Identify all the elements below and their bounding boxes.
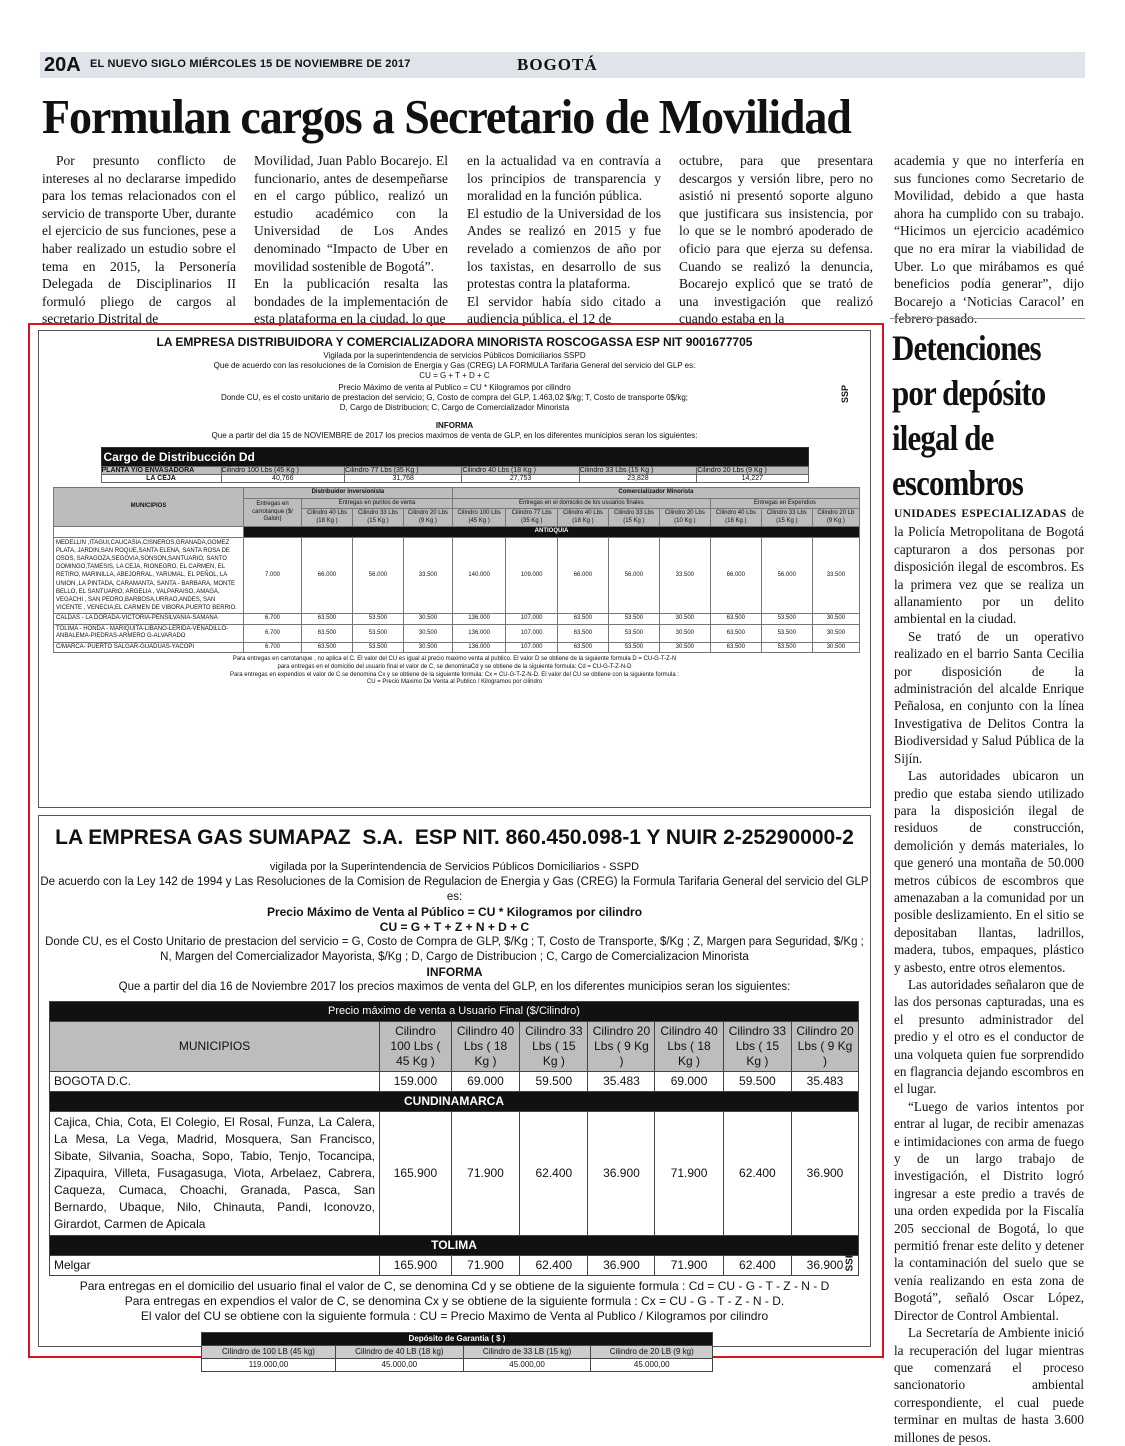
ad1-note: para entregas en el domicilio del usuario final el valor de C, se denominaCd y se obtiene de la siguiente formula: Cd = CU-G-T-Z-N-D [277,663,632,670]
ad1-informa: INFORMA [435,421,474,430]
price-cell: 30.500 [403,614,452,625]
cylinder-header: Cilindro 20 Lbs (9 Kg ) [403,509,452,527]
side-article-paragraph: Las autoridades señalaron que de las dos personas capturadas, una es el presunto administrador del predio y el otro es el conductor de una volqueta quien fue sorprendido en flagrancia dejando escombros en el lugar. [894,976,1084,1097]
article-column-1: Por presunto conflicto de intereses al no declararse impedido para los temas relacionados con el servicio de transporte Uber, durante el ejercicio de sus funciones, pese a haber realizado un estudio sobre el tema en 2015, la Personería Delegada de Disciplinarios II formuló pliego de cargos al secretario Distrital de [42,153,236,327]
price-cell: 136.000 [452,614,506,625]
publication-line: EL NUEVO SIGLO MIÉRCOLES 15 DE NOVIEMBRE DE 2017 [90,58,411,70]
ad2-formula: CU = G + T + Z + N + D + C [379,920,530,934]
price-cell: 53.500 [608,624,659,642]
price-cell: 7.000 [244,537,302,614]
cylinder-header: Cilindro 40 Lbs (18 Kg ) [302,509,353,527]
price-cell: 66.000 [557,537,608,614]
deposit-header: Cilindro de 33 LB (15 kg) [463,1346,591,1359]
price-cell: 63.500 [710,614,761,625]
ad1-line: Donde CU, es el costo unitario de prestacion del servicio; G, Costo de compra del GLP, 1.463,02 $/kg; T, Costo de transporte 0$/kg; [220,393,689,402]
column-divider [890,318,1085,319]
cylinder-header: Cilindro 33 Lbs ( 15 Kg ) [723,1022,791,1072]
region-header: CUNDINAMARCA [50,1092,859,1112]
municipio-cell: BOGOTA D.C. [50,1072,380,1092]
ad1-formula: CU = G + T + D + C [419,371,490,380]
table-row [54,624,860,642]
price-cell: 30.500 [659,624,710,642]
price-cell: 30.500 [403,642,452,653]
ssp-stamp: SSP [844,1251,856,1272]
price-cell: 53.500 [352,642,403,653]
price-cell: 107.000 [506,624,558,642]
cylinder-header: Cilindro 33 Lbs ( 15 Kg ) [520,1022,588,1072]
price-cell: 30.500 [659,614,710,625]
price-cell: 35.483 [792,1072,859,1092]
price-cell: 53.500 [608,642,659,653]
price-table-sumapaz [49,1001,859,1276]
price-cell: 30.500 [812,614,859,625]
price-cell: 30.500 [812,624,859,642]
price-cell: 53.500 [761,624,812,642]
table-title: Precio máximo de venta a Usuario Final ($/Cilindro) [50,1002,859,1022]
price-cell: 56.000 [352,537,403,614]
col-header: Cilindro 77 Lbs (35 Kg ) [345,467,462,475]
price-cell: 63.500 [302,624,353,642]
sub-header: Entregas en el domicilio de los usuarios finales [452,498,710,509]
table-cell: LA CEJA [101,475,221,483]
cylinder-header: Cilindro 100 Lbs ( 45 Kg ) [380,1022,452,1072]
ad-gas-sumapaz [38,815,871,1369]
article-column-2: Movilidad, Juan Pablo Bocarejo. El funcionario, antes de desempeñarse en el cargo público, realizó un estudio académico con la Universidad de Los Andes denominado “Impacto de Uber en movilidad sostenible de Bogotá”. En la publicación resalta las bondades de la implementación de esta plataforma en la ciudad, lo que [254,153,448,327]
ad2-line: De acuerdo con la Ley 142 de 1994 y Las Resoluciones de la Comision de Regulacion de Energia y Gas (CREG) la Formula Tarifaria General del servicio del GLP es: [40,876,869,903]
price-cell: 56.000 [608,537,659,614]
price-cell: 66.000 [302,537,353,614]
table-cell: 27,753 [462,475,579,483]
price-cell: 63.500 [557,614,608,625]
price-cell: 63.500 [302,642,353,653]
price-cell: 62.400 [723,1112,791,1236]
page-number: 20A [44,54,81,76]
price-cell: 63.500 [710,624,761,642]
side-article-title: Detenciones por depósito ilegal de escombros [892,328,1046,503]
side-article-paragraph: de la Policía Metropolitana de Bogotá capturaron a dos personas por disposición ilegal de escombros. Es la primera vez que se realiza un allanamiento por un delito ambiental en la ciudad. [894,505,1084,627]
price-cell: 30.500 [403,624,452,642]
cylinder-header: Cilindro 77 Lbs (35 Kg ) [506,509,558,527]
sub-header: Entregas en Expendios [710,498,859,509]
ad2-note: Para entregas en expendios el valor de C, se denomina Cx y se obtiene de la siguiente formula : Cx = CU - G - T - Z - N - D. [124,1294,785,1308]
price-cell: 56.000 [761,537,812,614]
deposit-header: Cilindro de 40 LB (18 kg) [335,1346,463,1359]
col-header: Cilindro 40 Lbs (18 Kg ) [462,467,579,475]
ad1-note: Para entregas en expendios el valor de C se denomina Cx y se obtiene de la siguiente formula: Cx = CU-G-T-Z-N-D. El valor del CU se obtiene con la siguiente formula : [229,671,680,678]
ad1-line: Vigilada por la superintendencia de servicios Públicos Domiciliarios SSPD [323,351,586,360]
cylinder-header: Cilindro 20 Lb (9 Kg ) [812,509,859,527]
price-cell: 69.000 [451,1072,519,1092]
price-cell: 63.500 [710,642,761,653]
price-cell: 33.500 [812,537,859,614]
ad-roscogassa [38,330,871,808]
price-cell: 159.000 [380,1072,452,1092]
sub-header: Entregas en carrotanque ($/ Galon) [244,498,302,527]
col-header: Cilindro 100 Lbs (45 Kg ) [221,467,345,475]
col-header: Cilindro 33 Lbs (15 Kg ) [579,467,696,475]
price-cell: 107.000 [506,614,558,625]
cylinder-header: Cilindro 40 Lbs ( 18 Kg ) [655,1022,723,1072]
side-article-paragraph: Se trató de un operativo realizado en el barrio Santa Cecilia por disposición de la administración del alcalde Enrique Peñalosa, en conjunto con la línea Investigativa de Delitos Contra la Biodiversidad y Salud Pública de la Sijín. [894,628,1084,766]
cylinder-header: Cilindro 40 Lbs (18 Kg ) [557,509,608,527]
municipio-cell: TOLIMA - HONDA - MARIQUITA-LIBANO-LERIDA-VENADILLO-ANBALEMA-PIEDRAS-ARMERO G-ALVARADO [54,624,244,642]
price-cell: 6.700 [244,614,302,625]
price-cell: 6.700 [244,642,302,653]
ad2-line: Precio Máximo de Venta al Público = CU * Kilogramos por cilindro [266,905,643,919]
price-cell: 136.000 [452,624,506,642]
table-row [50,1072,859,1092]
ad2-informa: INFORMA [426,965,483,979]
ad1-note: Para entregas en carrotanque , no aplica el C. El valor del CU es igual al precio maximo venta al publico. El valor D se obtiene de la siguiente formula D = CU-G-T-Z-N [232,656,677,663]
price-cell: 59.500 [520,1072,588,1092]
article-column-5: academia y que no interfería en sus funciones como Secretario de Movilidad, debido a que hasta ahora ha cumplido con su trabajo. “Hicimos un ejercicio académico que no era mirar la viabilidad de Uber. Lo que mirábamos es qué beneficios podía generar”, dijo Bocarejo a ‘Noticias Caracol’ en febrero pasado. [894,153,1084,327]
price-cell: 53.500 [761,614,812,625]
ad2-line: Donde CU, es el Costo Unitario de prestacion del servicio = G, Costo de Compra de GLP, $/Kg ; T, Costo de Transporte, $/Kg ; Z, Margen para Seguridad, $/Kg ; [45,936,864,948]
ad2-line: Que a partir del dia 16 de Noviembre 2017 los precios maximos de venta del GLP, en los diferentes municipios seran los siguientes: [118,981,791,993]
table-cell: 40,766 [221,475,345,483]
cylinder-header: Cilindro 100 Lbs (45 Kg ) [452,509,506,527]
cylinder-header: Cilindro 20 Lbs ( 9 Kg ) [588,1022,655,1072]
price-cell: 66.000 [710,537,761,614]
municipio-cell: Cajica, Chia, Cota, El Colegio, El Rosal, Funza, La Calera, La Mesa, La Vega, Madrid, Mosquera, San Francisco, Sibate, Silvania, Soacha, Sopo, Tabio, Tenjo, Tocancipa, Zipaquira, Villeta, Fusagasuga, Viota, Arbelaez, Cabrera, Caqueza, Cumaca, Choachi, Granada, Pasca, San Bernardo, Ubaque, Nilo, Chinauta, Pandi, Iconονzo, Girardot, Carmen de Apicala [50,1112,380,1236]
section-name: BOGOTÁ [517,55,598,74]
deposit-header: Cilindro de 20 LB (9 kg) [591,1346,713,1359]
table-row [54,537,860,614]
cylinder-header: Cilindro 40 Lbs (18 Kg ) [710,509,761,527]
table-row [54,642,860,653]
price-cell: 71.900 [655,1112,723,1236]
group-header: Comercializador Minorista [452,488,859,499]
deposit-value: 45.000,00 [335,1359,463,1372]
table-row [50,1256,859,1276]
group-header: Distribuidor inversionista [244,488,453,499]
municipios-header: MUNICIPIOS [50,1022,380,1072]
price-cell: 59.500 [723,1072,791,1092]
region-header: ANTIOQUIA [244,527,860,538]
table-cell: 31,768 [345,475,462,483]
cylinder-header: Cilindro 20 Lbs (10 Kg ) [659,509,710,527]
cylinder-header: Cilindro 33 Lbs (15 Kg ) [608,509,659,527]
price-cell: 62.400 [520,1256,588,1276]
price-cell: 53.500 [608,614,659,625]
deposit-value: 119.000,00 [202,1359,336,1372]
region-header: TOLIMA [50,1236,859,1256]
table-row [54,614,860,625]
table-row [50,1112,859,1236]
price-cell: 109.000 [506,537,558,614]
price-cell: 71.900 [655,1256,723,1276]
price-cell: 136.000 [452,642,506,653]
table-cell: 14,227 [697,475,808,483]
side-article-paragraph: Las autoridades ubicaron un predio que estaba siendo utilizado para la disposición ilegal de residuos de construcción, demolición y demás materiales, lo que generó una montaña de 50.000 metros cúbicos de escombros que amenazaban a la comunidad por un posible deslizamiento. En el sitio se depositaban llantas, ladrillos, madera, tubos, empaques, plástico y asbesto, entre otros elementos. [894,768,1084,975]
price-cell: 36.900 [588,1256,655,1276]
col-header: Cilindro 20 Lbs (9 Kg ) [697,467,808,475]
deposit-table [201,1332,713,1372]
deposit-value: 45.000,00 [591,1359,713,1372]
municipios-header: MUNICIPIOS [54,488,244,527]
price-cell: 6.700 [244,624,302,642]
col-header: PLANTA Y/O ENVASADORA [101,467,221,475]
municipio-cell: MEDELLIN ,ITAGUI,CAUCASIA,CISNEROS,GRANADA,GOMEZ PLATA, JARDIN,SAN ROQUE,SANTA ELENA, SANTA ROSA DE OSOS, SARAGOZA,SEGOVIA,SONSON,SANTUARIO, SANTO DOMINGO,TAMESIS, LA CEJA, RIONEGRO, EL CARMEN, EL RETIRO, MARINILLA, ABEJORRAL, YARUMAL, EL PEÑOL, LA UNION ,LA PINTADA, CARAMANTA, SANTA - BARBARA, MONTE BELLO, EL SANTUARIO, ARGELIA , VALPARAISO, AMAGA, VEGACHI , SAN PEDRO,BARBOSA,URRAO,ANDES, SAN VICENTE , VENECIA,EL CARMEN DE VIBORA,PUERTO BERRIO. [54,537,244,614]
municipio-cell: Melgar [50,1256,380,1276]
article-column-4: octubre, para que presentara descargos y versión libre, pero no asistió ni presentó soporte alguno que justificara sus insistencia, por lo que se le nombró apoderado de oficio para que ejerza su defensa. Cuando se realizó la denuncia, Bocarejo explicó que se trató de una investigación que realizó cuando estaba en la [679,153,873,327]
ad1-line: Precio Máximo de venta al Publico = CU * Kilogramos por cilindro [338,383,571,392]
price-cell: 36.900 [588,1112,655,1236]
municipio-cell: C/MARCA- PUERTO SALGAR-GUADUAS-YACOPI [54,642,244,653]
side-article-lead: UNIDADES ESPECIALIZADAS [894,508,1067,520]
side-article-paragraph: “Luego de varios intentos por entrar al lugar, de recibir amenazas e intimidaciones con arma de fuego y de un largo trabajo de investigación, el Distrito logró ingresar a este predio a través de una orden expedida por la Fiscalía 205 seccional de Bogotá, lo que permitió frenar este delito y detener la contaminación del suelo que se venía realizando en esta zona de Bogotá”, señaló Oscar López, Director de Control Ambiental. [894,1098,1084,1323]
distribution-title: Cargo de Distribucción Dd [101,448,808,467]
price-cell: 36.900 [792,1256,859,1276]
price-cell: 140.000 [452,537,506,614]
table-cell: 23,828 [579,475,696,483]
price-cell: 62.400 [520,1112,588,1236]
price-cell: 69.000 [655,1072,723,1092]
ad1-title: LA EMPRESA DISTRIBUIDORA Y COMERCIALIZADORA MINORISTA ROSCOGASSA ESP NIT 9001677705 [156,335,753,349]
headline: Formulan cargos a Secretario de Movilidad [42,89,851,144]
cylinder-header: Cilindro 33 Lbs (15 Kg ) [761,509,812,527]
price-cell: 30.500 [659,642,710,653]
cylinder-header: Cilindro 33 Lbs (15 Kg ) [352,509,403,527]
ad2-title: LA EMPRESA GAS SUMAPAZ S.A. ESP NIT. 860.450.098-1 Y NUIR 2-25290000-2 [55,826,854,849]
price-cell: 53.500 [352,624,403,642]
price-cell: 53.500 [352,614,403,625]
ad2-note: Para entregas en el domicilio del usuario final el valor de C, se denomina Cd y se obtiene de la siguiente formula : Cd = CU - G - T - Z - N - D [79,1279,830,1293]
deposit-header: Cilindro de 100 LB (45 kg) [202,1346,336,1359]
side-article-paragraph: La Secretaría de Ambiente inició la recuperación del lugar mientras que comenzará el proceso sancionatorio ambiental correspondiente, el cual puede terminar en multas de hasta 3.600 millones de pesos. [894,1325,1084,1445]
municipio-cell: CALDAS - LA DORADA-VICTORIA-PENSILVANIA-SAMANA [54,614,244,625]
cylinder-header: Cilindro 20 Lbs ( 9 Kg ) [792,1022,859,1072]
ssp-stamp: SSP [839,384,850,404]
price-cell: 165.900 [380,1112,452,1236]
cylinder-header: Cilindro 40 Lbs ( 18 Kg ) [451,1022,519,1072]
ad1-line: D, Cargo de Distribucion; C, Cargo de Comercializador Minorista [339,403,570,412]
sub-header: Entregas en puntos de venta [302,498,453,509]
price-cell: 107.000 [506,642,558,653]
price-cell: 63.500 [302,614,353,625]
price-cell: 71.900 [451,1112,519,1236]
price-cell: 71.900 [451,1256,519,1276]
price-cell: 33.500 [403,537,452,614]
price-cell: 36.900 [792,1112,859,1236]
ad1-line: Que de acuerdo con las resoluciones de la Comision de Energia y Gas (CREG) LA FORMULA Tarifaria General del servicio del GLP es: [213,361,696,370]
price-cell: 53.500 [761,642,812,653]
price-cell: 63.500 [557,642,608,653]
deposit-value: 45.000,00 [463,1359,591,1372]
price-cell: 35.483 [588,1072,655,1092]
price-cell: 165.900 [380,1256,452,1276]
distribution-table [101,447,809,483]
article-column-3: en la actualidad va en contravía a los principios de transparencia y moralidad en la función pública. El estudio de la Universidad de los Andes se realizó en 2015 y fue revelado a comienzos de año por los taxistas, en desarrollo de sus protestas contra la plataforma. El servidor había sido citado a audiencia pública, el 12 de [467,153,661,327]
deposit-title: Depósito de Garantia ( $ ) [202,1333,713,1346]
ad2-line: vigilada por la Superintendencia de Servicios Públicos Domiciliarios - SSPD [269,861,640,873]
price-cell: 30.500 [812,642,859,653]
price-cell: 33.500 [659,537,710,614]
price-cell: 62.400 [723,1256,791,1276]
ad2-line: N, Margen del Comercializador Mayorista, $/Kg ; D, Cargo de Distribucion ; C, Cargo de Comercializacion Minorista [160,951,749,963]
ad1-note: CU = Precio Maximo De Venta al Publico / Kilogramos por cilindro [366,679,543,686]
ad1-line: Que a partir del dia 15 de NOVIEMBRE de 2017 los precios maximos de venta de GLP, en los diferentes municipios seran los siguientes: [211,431,698,440]
price-table-roscogassa [53,487,860,653]
price-cell: 63.500 [557,624,608,642]
side-article-body [894,504,1084,1446]
ad2-note: El valor del CU se obtiene con la siguiente formula : CU = Precio Maximo de Venta al Publico / Kilogramos por cilindro [140,1309,769,1323]
